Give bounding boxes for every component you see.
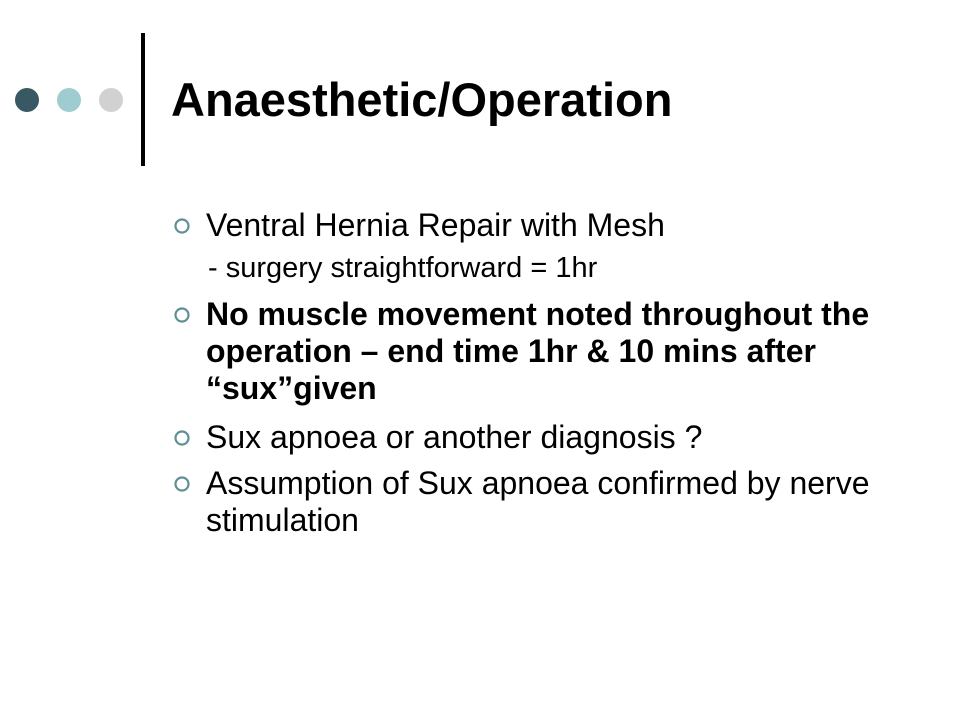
bullet-item-3 <box>172 419 892 456</box>
decorative-dots-icon <box>15 88 125 112</box>
bullet-text: Sux apnoea or another diagnosis ? <box>206 419 703 455</box>
bullet-text: Assumption of Sux apnoea confirmed by nerve stimulation <box>206 465 870 538</box>
bullet-item-2 <box>172 296 892 407</box>
slide-title: Anaesthetic/Operation <box>171 73 673 126</box>
bullet-item-4 <box>172 465 892 539</box>
bullet-item-1 <box>172 207 892 287</box>
bullet-circle-icon <box>172 216 192 236</box>
dot-icon-teal <box>57 88 81 112</box>
bullet-text: Ventral Hernia Repair with Mesh <box>206 207 665 243</box>
bullet-circle-icon <box>172 428 192 448</box>
bullet-text: No muscle movement noted throughout the operation – end time 1hr & 10 mins after “sux”given <box>206 296 870 406</box>
dot-icon-gray <box>99 88 123 112</box>
title-divider <box>141 33 145 166</box>
dot-icon-dark <box>15 88 39 112</box>
bullet-circle-icon <box>172 474 192 494</box>
bullet-list <box>172 207 892 548</box>
bullet-subtext: - surgery straightforward = 1hr <box>208 252 598 284</box>
bullet-circle-icon <box>172 305 192 325</box>
